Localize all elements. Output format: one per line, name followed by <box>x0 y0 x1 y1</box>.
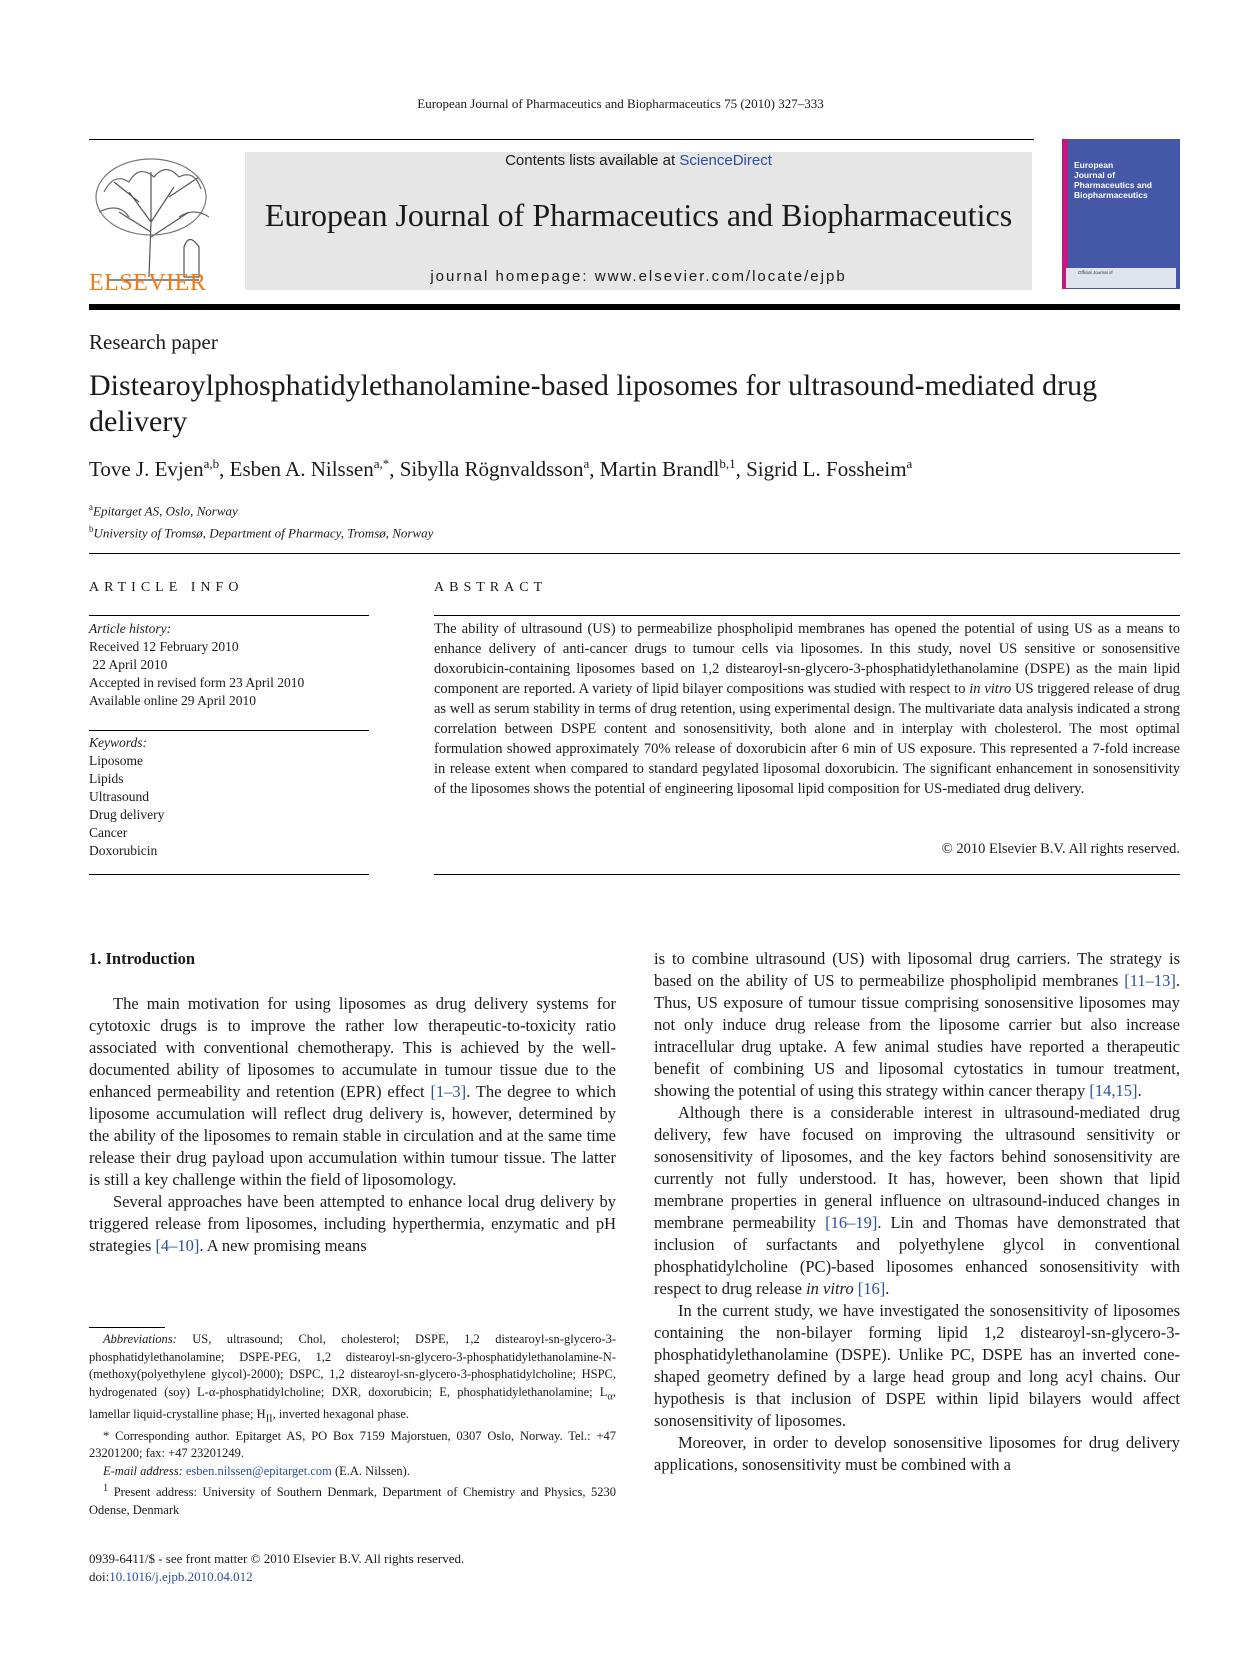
text: . <box>1137 1081 1142 1100</box>
text: US, ultrasound; Chol, cholesterol; DSPE, 1,2 distearoyl-sn-glycero-3-phosphatidylethanolamine; DSPE-PEG, 1,2 distearoyl-sn-glycero-3-phosphatidylethanolamine-N-(methoxy(polyethylene glycol)-2000); DSPC, 1,2 distearoyl-sn-glycero-3-phosphatidylcholine; HSPC, hydrogenated (soy) L-α-phosphatidylcholine; DXR, doxorubicin; E, phosphatidylethanolamine; L <box>89 1332 616 1399</box>
cover-title-line: Biopharmaceutics <box>1074 190 1148 200</box>
citation-link[interactable]: [4–10] <box>155 1236 200 1255</box>
journal-title: European Journal of Pharmaceutics and Biopharmaceutics <box>264 197 1013 233</box>
header-top-rule <box>89 139 1034 140</box>
text: . A new promising means <box>199 1236 367 1255</box>
keyword: Liposome <box>89 753 143 768</box>
history-item: Accepted in revised form 23 April 2010 <box>89 675 305 690</box>
author-sep: , <box>589 457 600 481</box>
citation-link[interactable]: [14,15] <box>1089 1081 1138 1100</box>
text: . Lin and Thomas have demonstrated that inclusion of surfactants and polyethylene glycol in conventional phosphatidylcholine (PC)-based liposomes enhanced sonosensitivity with respect to drug release <box>654 1213 1180 1298</box>
citation-link[interactable]: [16–19] <box>825 1213 878 1232</box>
abstract-rule <box>434 615 1180 616</box>
affil-text: University of Tromsø, Department of Pharmacy, Tromsø, Norway <box>93 525 434 541</box>
cover-footer-text: Official Journal of <box>1078 270 1113 275</box>
email-footnote <box>89 1463 616 1481</box>
author-name: Martin Brandl <box>599 457 720 481</box>
doi-prefix: doi: <box>89 1569 110 1584</box>
info-rule <box>89 874 369 875</box>
doi-line <box>89 1568 464 1586</box>
abstract-rule <box>434 874 1180 875</box>
text: Several approaches have been attempted to enhance local drug delivery by triggered release from liposomes, including hyperthermia, enzymatic and pH strategies <box>89 1192 616 1255</box>
abstract-part: The ability of ultrasound (US) to permeabilize phospholipid membranes has opened the potential of using US as a means to enhance delivery of anti-cancer drugs to tumour cells via liposomes. In this study, novel US sensitive or sonosensitive doxorubicin-containing liposomes based on 1,2 distearoyl-sn-glycero-3-phosphatidylethanolamine (DSPE) as the main lipid component are reported. A variety of lipid bilayer compositions was studied with respect to <box>434 621 1180 697</box>
sciencedirect-link[interactable]: ScienceDirect <box>679 152 772 169</box>
text: . Thus, US exposure of tumour tissue comprising sonosensitive liposomes may not only induce drug release from the liposome carrier but also increase intracellular drug uptake. A few animal studies have reported a therapeutic benefit of combining US and liposomal cytostatics in tumour treatment, showing the potential of using this strategy within cancer therapy <box>654 971 1180 1100</box>
journal-homepage[interactable]: journal homepage: www.elsevier.com/locate/ejpb <box>430 268 847 285</box>
article-info-heading: ARTICLE INFO <box>89 580 244 595</box>
abstract-heading: ABSTRACT <box>434 580 548 595</box>
affil-text: Epitarget AS, Oslo, Norway <box>93 503 238 519</box>
author-sep: , <box>219 457 230 481</box>
keyword: Drug delivery <box>89 807 165 822</box>
history-item: Available online 29 April 2010 <box>89 693 256 708</box>
cover-title-line: Journal of <box>1074 170 1116 180</box>
citation-link[interactable]: [1–3] <box>430 1082 467 1101</box>
author-name: Sibylla Rögnvaldsson <box>399 457 584 481</box>
corresponding-footnote: * Corresponding author. Epitarget AS, PO Box 7159 Majorstuen, 0307 Oslo, Norway. Tel.: +47 23201200; fax: +47 23201249. <box>89 1428 616 1460</box>
front-matter <box>89 1550 464 1586</box>
email-label: E-mail address: <box>103 1463 183 1478</box>
affil-mark: b <box>89 524 94 535</box>
text: is to combine ultrasound (US) with liposomal drug carriers. The strategy is based on the ability of US to permeabilize phospholipid membranes <box>654 949 1180 990</box>
body-column-right <box>654 948 1180 1476</box>
subscript: II <box>265 1413 273 1424</box>
author-name: Esben A. Nilssen <box>229 457 374 481</box>
text: (E.A. Nilssen). <box>331 1463 410 1478</box>
abstract-text <box>434 619 1180 799</box>
history-item: 22 April 2010 <box>89 657 168 672</box>
paragraph: Moreover, in order to develop sonosensitive liposomes for drug delivery applications, sonosensitivity must be combined with a <box>654 1433 1180 1474</box>
footnote-mark: 1 <box>103 1483 109 1494</box>
author-name: Tove J. Evjen <box>89 457 204 481</box>
text: . <box>885 1279 890 1298</box>
elsevier-wordmark: ELSEVIER <box>89 270 207 296</box>
article-type: Research paper <box>89 330 218 354</box>
section-heading: 1. Introduction <box>89 949 196 968</box>
author-affil-mark: b,1 <box>719 456 736 471</box>
info-rule <box>89 730 369 731</box>
article-title: Distearoylphosphatidylethanolamine-based liposomes for ultrasound-mediated drug delivery <box>89 369 1098 438</box>
paragraph <box>654 1102 1180 1300</box>
affiliation <box>89 520 433 542</box>
italic-text: in vitro <box>806 1279 854 1298</box>
author-sep: , <box>735 457 747 481</box>
copyright: © 2010 Elsevier B.V. All rights reserved. <box>941 841 1180 857</box>
abstract-italic: in vitro <box>969 681 1012 697</box>
text: The main motivation for using liposomes as drug delivery systems for cytotoxic drugs is to improve the rather low therapeutic-to-toxicity ratio associated with conventional chemotherapy. This is achieved by the well-documented ability of liposomes to accumulate in tumour tissue due to the enhanced permeability and retention (EPR) effect <box>89 994 616 1101</box>
author-sep: , <box>389 457 400 481</box>
present-address-footnote <box>89 1480 616 1519</box>
author-list <box>89 456 1189 482</box>
article-history <box>89 620 369 710</box>
paragraph <box>654 948 1180 1102</box>
abstract-part: US triggered release of drug as well as serum stability in terms of drug retention, using experimental design. The multivariate data analysis indicated a strong correlation between DSPE content and sonosensitivity, both alone and in interplay with cholesterol. The most optimal formulation showed approximately 70% release of doxorubicin after 6 min of US exposure. This represented a 7-fold increase in release extent when compared to standard pegylated liposomal doxorubicin. The significant enhancement in sonosensitivity of the liposomes shows the potential of engineering liposomal lipid composition for US-mediated drug delivery. <box>434 681 1180 797</box>
subscript: α <box>607 1391 613 1402</box>
paragraph <box>89 993 616 1191</box>
affil-mark: a <box>89 502 93 512</box>
info-rule <box>89 615 369 616</box>
cover-title-line: European <box>1074 160 1114 170</box>
contents-prefix: Contents lists available at <box>505 152 680 169</box>
email-link[interactable]: esben.nilssen@epitarget.com <box>185 1463 332 1478</box>
affiliation <box>89 498 433 520</box>
cover-accent-bar <box>1062 139 1068 289</box>
doi-link[interactable]: 10.1016/j.ejpb.2010.04.012 <box>109 1569 253 1584</box>
abbrev-label: Abbreviations: <box>103 1332 177 1346</box>
title-rule <box>89 553 1180 554</box>
front-matter-line: 0939-6411/$ - see front matter © 2010 Elsevier B.V. All rights reserved. <box>89 1551 465 1566</box>
keyword: Ultrasound <box>89 789 149 804</box>
footnote-rule <box>89 1327 165 1328</box>
contents-line <box>245 152 1032 169</box>
keyword: Doxorubicin <box>89 843 158 858</box>
author-affil-mark: a,* <box>373 456 390 471</box>
cover-title-line: Pharmaceutics and <box>1074 180 1152 190</box>
text: . The degree to which liposome accumulation will reflect drug delivery is, however, determined by the ability of the liposomes to remain stable in circulation and at the same time release their drug payload upon accumulation within tumour tissue. The latter is still a key challenge within the field of liposomology. <box>89 1082 616 1189</box>
author-affil-mark: a <box>583 456 590 471</box>
text: , inverted hexagonal phase. <box>272 1406 410 1421</box>
body-column-left <box>89 993 616 1257</box>
citation-link[interactable]: [16] <box>857 1279 886 1298</box>
affiliations <box>89 498 433 543</box>
text: Present address: University of Southern Denmark, Department of Chemistry and Physics, 5230 Odense, Denmark <box>89 1485 616 1517</box>
footnotes <box>89 1331 616 1519</box>
journal-citation: European Journal of Pharmaceutics and Biopharmaceutics 75 (2010) 327–333 <box>417 96 824 111</box>
text: Although there is a considerable interest in ultrasound-mediated drug delivery, few have focused on improving the ultrasound sensitivity or sonosensitivity of liposomes, and the key factors behind sonosensitivity are currently not fully understood. It has, however, been shown that lipid membrane properties in general influence on ultrasound-induced changes in membrane permeability <box>654 1103 1180 1232</box>
paragraph: In the current study, we have investigated the sonosensitivity of liposomes containing the non-bilayer forming lipid 1,2 distearoyl-sn-glycero-3-phosphatidylethanolamine (DSPE). Unlike PC, DSPE has an inverted cone-shaped geometry defined by a large head group and long acyl chains. Our hypothesis is that inclusion of DSPE within lipid bilayers would affect sonosensitivity of liposomes. <box>654 1301 1180 1430</box>
citation-link[interactable]: [11–13] <box>1124 971 1176 990</box>
header-thick-rule <box>89 304 1180 310</box>
keyword: Cancer <box>89 825 128 840</box>
keywords <box>89 734 369 860</box>
text: , lamellar liquid-crystalline phase; H <box>89 1384 616 1421</box>
paragraph <box>89 1191 616 1257</box>
cover-title <box>1074 160 1178 200</box>
author-affil-mark: a <box>906 456 913 471</box>
history-label: Article history: <box>89 621 172 636</box>
author-affil-mark: a,b <box>203 456 220 471</box>
author-name: Sigrid L. Fossheim <box>746 457 907 481</box>
abbreviations-footnote <box>89 1331 616 1428</box>
history-item: Received 12 February 2010 <box>89 639 239 654</box>
keyword: Lipids <box>89 771 124 786</box>
keywords-label: Keywords: <box>89 735 147 750</box>
